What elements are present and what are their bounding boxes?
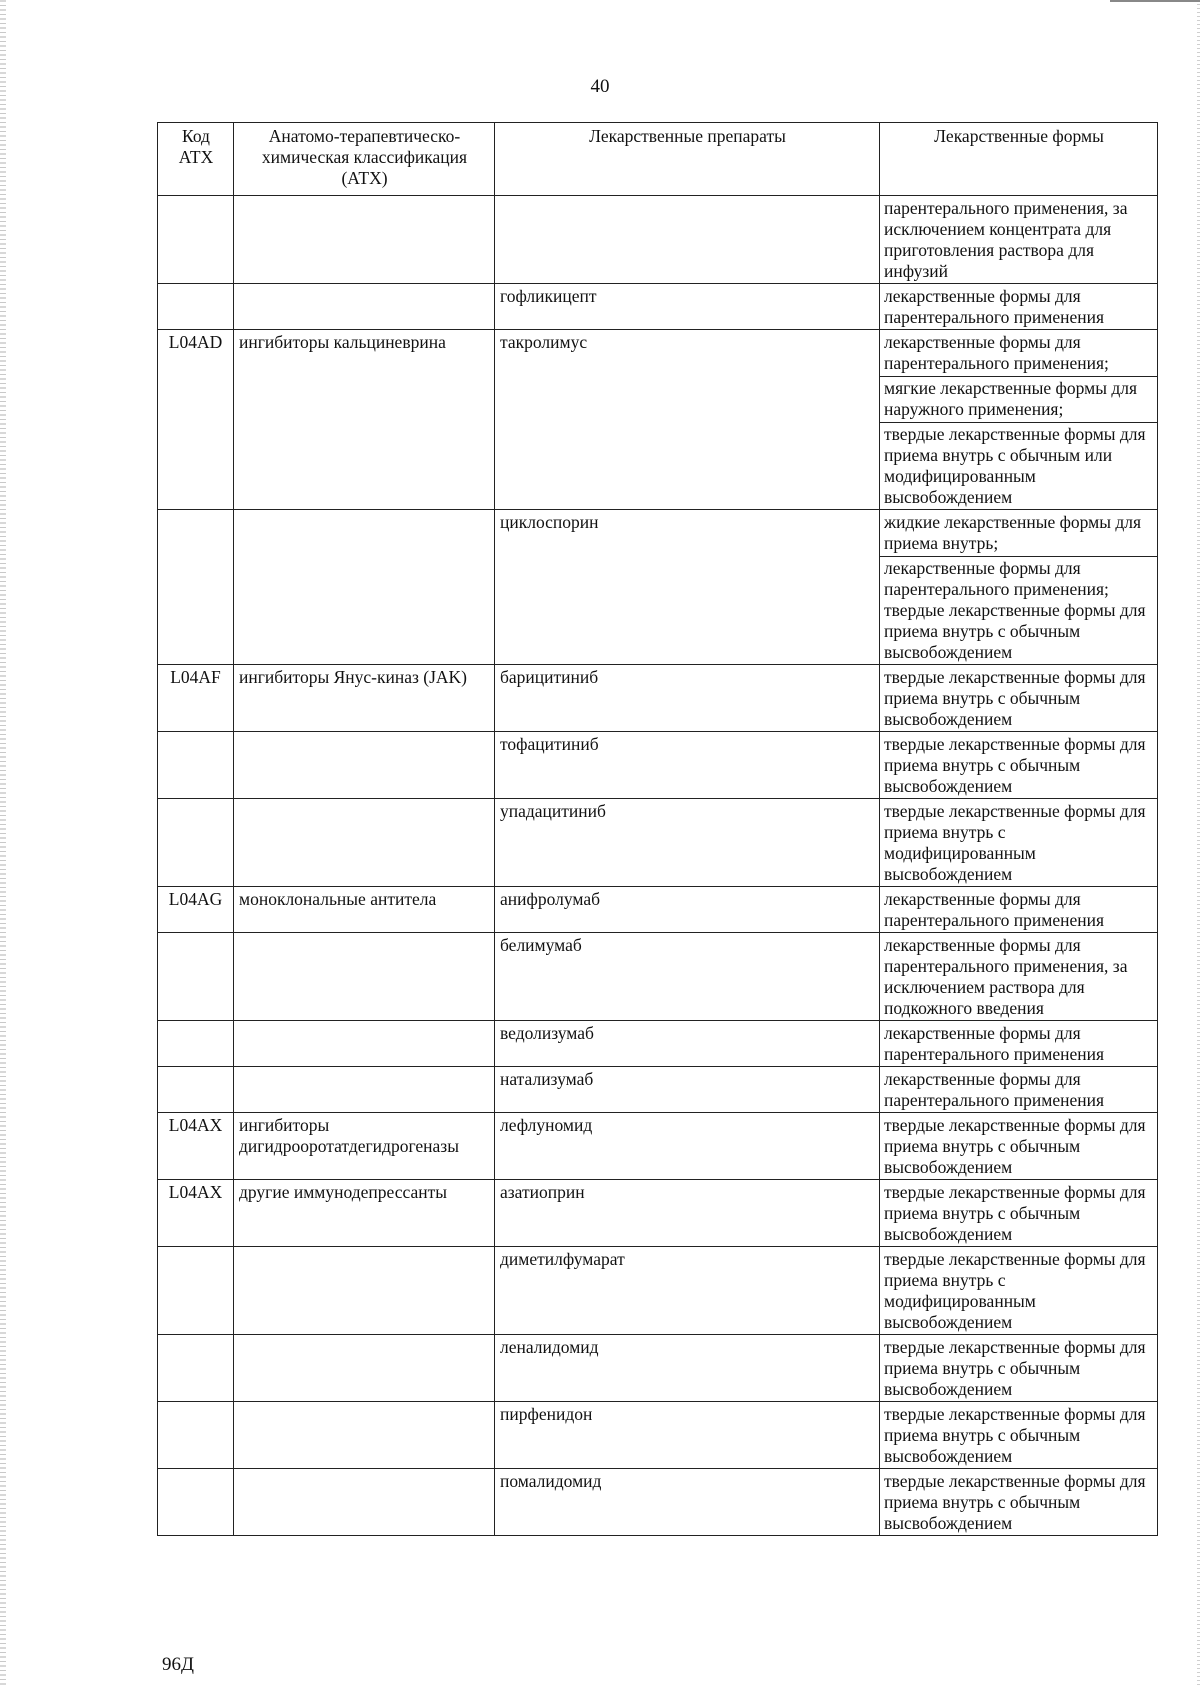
atc-code-cell (158, 933, 234, 1021)
atc-classification-cell: ингибиторы кальциневрина (234, 330, 495, 510)
table-row (158, 1402, 1158, 1469)
dosage-form-entry: твердые лекарственные формы для приема внутрь с обычным высвобождением (884, 1337, 1146, 1399)
atc-code-cell (158, 1335, 234, 1402)
dosage-form-entry: лекарственные формы для парентерального применения (884, 889, 1105, 930)
dosage-forms-cell (880, 510, 1158, 665)
table-header-row (158, 123, 1158, 196)
drug-name-cell: гофликицепт (495, 284, 880, 330)
dosage-form-entry: лекарственные формы для парентерального применения (884, 1023, 1105, 1064)
header-drugs: Лекарственные препараты (495, 123, 880, 196)
atc-code-cell: L04AG (158, 887, 234, 933)
atc-classification-cell (234, 933, 495, 1021)
atc-classification-cell (234, 1469, 495, 1536)
table-row (158, 799, 1158, 887)
page-number: 40 (590, 76, 610, 97)
atc-code-cell: L04AX (158, 1180, 234, 1247)
dosage-form-entry: твердые лекарственные формы для приема внутрь с обычным высвобождением (884, 667, 1146, 729)
drug-name-cell: пирфенидон (495, 1402, 880, 1469)
table-row (158, 510, 1158, 665)
atc-classification-cell (234, 799, 495, 887)
table-row (158, 1021, 1158, 1067)
atc-code-cell (158, 196, 234, 284)
atc-classification-cell: ингибиторы Янус-киназ (JAK) (234, 665, 495, 732)
dosage-form-entry: твердые лекарственные формы для приема внутрь с обычным или модифицированным высвобождением (880, 422, 1157, 508)
drug-name-cell (495, 196, 880, 284)
drug-name-cell: диметилфумарат (495, 1247, 880, 1335)
dosage-forms-cell (880, 933, 1158, 1021)
scan-top-line (1110, 0, 1200, 2)
atc-classification-cell (234, 732, 495, 799)
atc-classification-cell: ингибиторы дигидрооротатдегидрогеназы (234, 1113, 495, 1180)
atc-classification-cell (234, 1247, 495, 1335)
drug-name-cell: анифролумаб (495, 887, 880, 933)
dosage-forms-cell (880, 1180, 1158, 1247)
dosage-form-entry: лекарственные формы для парентерального применения; твердые лекарственные формы для приема внутрь с обычным высвобождением (880, 556, 1157, 663)
table-row (158, 1180, 1158, 1247)
table-row (158, 1335, 1158, 1402)
dosage-form-entry: твердые лекарственные формы для приема внутрь с модифицированным высвобождением (884, 1249, 1146, 1332)
dosage-form-entry: твердые лекарственные формы для приема внутрь с обычным высвобождением (884, 1471, 1146, 1533)
drug-name-cell: такролимус (495, 330, 880, 510)
dosage-form-entry: мягкие лекарственные формы для наружного применения; (880, 376, 1157, 420)
dosage-form-entry: лекарственные формы для парентерального применения (884, 286, 1105, 327)
table-row (158, 732, 1158, 799)
table-row (158, 933, 1158, 1021)
atc-code-cell (158, 732, 234, 799)
table-row (158, 665, 1158, 732)
table-row (158, 887, 1158, 933)
dosage-form-entry: твердые лекарственные формы для приема внутрь с модифицированным высвобождением (884, 801, 1146, 884)
dosage-form-entry: твердые лекарственные формы для приема внутрь с обычным высвобождением (884, 1115, 1146, 1177)
dosage-form-entry: твердые лекарственные формы для приема внутрь с обычным высвобождением (884, 1182, 1146, 1244)
table-body (158, 196, 1158, 1536)
table-row (158, 1469, 1158, 1536)
dosage-form-entry: лекарственные формы для парентерального применения, за исключением раствора для подкожного введения (884, 935, 1128, 1018)
atc-code-cell (158, 284, 234, 330)
table-row (158, 1113, 1158, 1180)
atc-code-cell (158, 1469, 234, 1536)
dosage-forms-cell (880, 1335, 1158, 1402)
dosage-forms-cell (880, 1067, 1158, 1113)
header-forms: Лекарственные формы (880, 123, 1158, 196)
dosage-forms-cell (880, 284, 1158, 330)
drug-name-cell: помалидомид (495, 1469, 880, 1536)
atc-classification-cell (234, 1335, 495, 1402)
table-row (158, 284, 1158, 330)
dosage-forms-cell (880, 799, 1158, 887)
atc-code-cell (158, 510, 234, 665)
atc-classification-cell (234, 1021, 495, 1067)
dosage-form-entry: лекарственные формы для парентерального применения; (884, 332, 1109, 373)
dosage-forms-cell (880, 1021, 1158, 1067)
dosage-form-entry: твердые лекарственные формы для приема внутрь с обычным высвобождением (884, 1404, 1146, 1466)
atc-classification-cell (234, 1067, 495, 1113)
atc-classification-cell (234, 510, 495, 665)
atc-code-cell (158, 1021, 234, 1067)
atc-code-cell (158, 1402, 234, 1469)
atc-classification-cell (234, 1402, 495, 1469)
table-row (158, 1067, 1158, 1113)
atc-code-cell (158, 799, 234, 887)
dosage-forms-cell (880, 1402, 1158, 1469)
dosage-forms-cell (880, 1247, 1158, 1335)
atc-classification-cell (234, 196, 495, 284)
drug-name-cell: леналидомид (495, 1335, 880, 1402)
header-classification: Анатомо-терапевтическо-химическая классификация (АТХ) (234, 123, 495, 196)
dosage-form-entry: жидкие лекарственные формы для приема внутрь; (884, 512, 1142, 553)
atc-code-cell: L04AF (158, 665, 234, 732)
table-row (158, 196, 1158, 284)
dosage-forms-cell (880, 665, 1158, 732)
dosage-form-entry: парентерального применения, за исключением концентрата для приготовления раствора для инфузий (884, 198, 1128, 281)
drug-name-cell: барицитиниб (495, 665, 880, 732)
atc-code-cell (158, 1247, 234, 1335)
drug-name-cell: ведолизумаб (495, 1021, 880, 1067)
dosage-forms-cell (880, 1469, 1158, 1536)
drug-name-cell: белимумаб (495, 933, 880, 1021)
drug-name-cell: лефлуномид (495, 1113, 880, 1180)
drug-table (157, 122, 1158, 1536)
atc-classification-cell: другие иммунодепрессанты (234, 1180, 495, 1247)
header-code: Код АТХ (158, 123, 234, 196)
atc-code-cell: L04AX (158, 1113, 234, 1180)
drug-name-cell: упадацитиниб (495, 799, 880, 887)
atc-classification-cell: моноклональные антитела (234, 887, 495, 933)
drug-name-cell: тофацитиниб (495, 732, 880, 799)
dosage-forms-cell (880, 732, 1158, 799)
dosage-forms-cell (880, 1113, 1158, 1180)
table-row (158, 330, 1158, 510)
dosage-form-entry: твердые лекарственные формы для приема внутрь с обычным высвобождением (884, 734, 1146, 796)
drug-name-cell: циклоспорин (495, 510, 880, 665)
dosage-forms-cell (880, 196, 1158, 284)
table-row (158, 1247, 1158, 1335)
atc-code-cell: L04AD (158, 330, 234, 510)
drug-name-cell: азатиоприн (495, 1180, 880, 1247)
dosage-forms-cell (880, 330, 1158, 510)
dosage-forms-cell (880, 887, 1158, 933)
footer-document-code: 96Д (162, 1654, 194, 1675)
dosage-form-entry: лекарственные формы для парентерального применения (884, 1069, 1105, 1110)
atc-classification-cell (234, 284, 495, 330)
atc-code-cell (158, 1067, 234, 1113)
drug-name-cell: натализумаб (495, 1067, 880, 1113)
scan-edge-left (0, 0, 6, 1686)
